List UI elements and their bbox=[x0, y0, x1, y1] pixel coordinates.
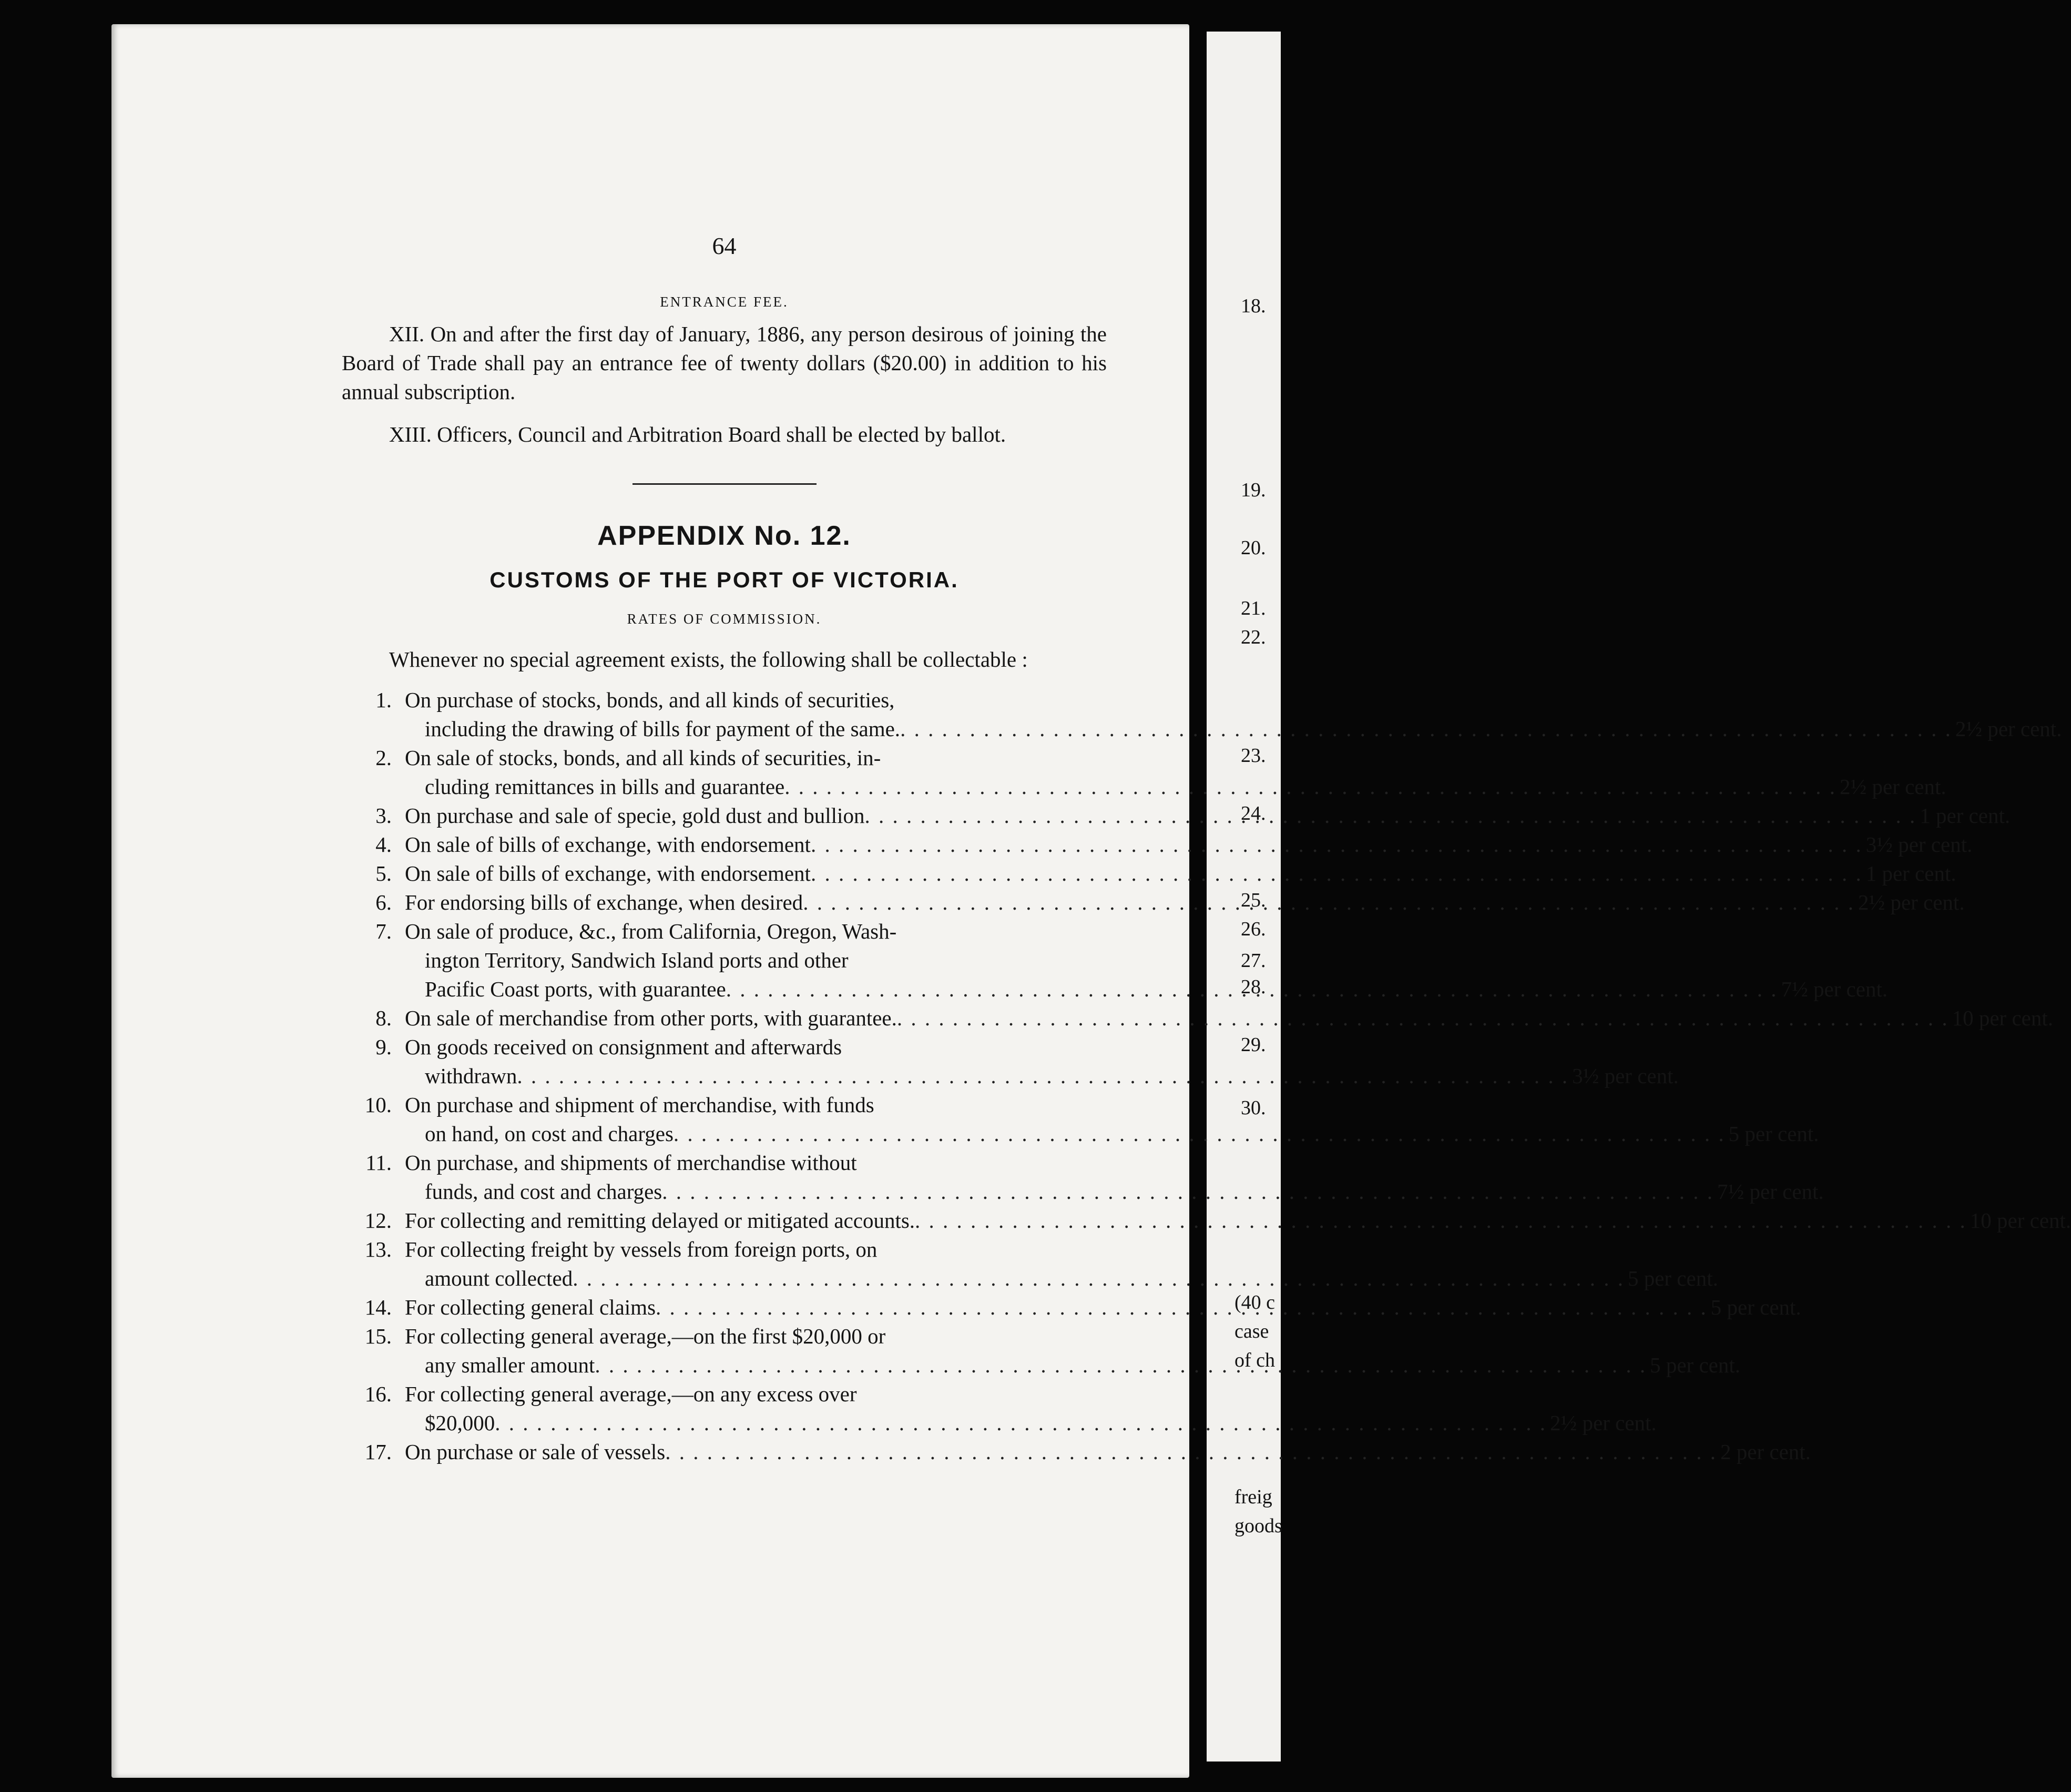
item-description: any smaller amount bbox=[425, 1353, 595, 1377]
item-rate: 2½ per cent. bbox=[1955, 717, 2062, 741]
dot-leader bbox=[897, 1004, 1949, 1033]
item-number: 4. bbox=[375, 832, 392, 857]
facing-page-fragment: (40 c bbox=[1235, 1291, 1276, 1314]
commission-item bbox=[342, 1148, 1824, 1206]
dot-leader bbox=[656, 1293, 1708, 1322]
facing-page-margin bbox=[1235, 0, 1282, 1792]
dot-leader bbox=[784, 772, 1837, 801]
paragraph-xii: XII. On and after the first day of January, 1886, any person desirous of joining the Board of Trade shall pay an entrance fee of twenty dollars ($20.00) in addition to his annual subscription. bbox=[342, 322, 1107, 404]
facing-page-number: 28. bbox=[1241, 976, 1266, 998]
item-description: funds, and cost and charges bbox=[425, 1179, 662, 1204]
facing-page-number: 25. bbox=[1241, 889, 1266, 911]
facing-page-fragment: freig bbox=[1235, 1486, 1272, 1508]
item-text-line: On sale of stocks, bonds, and all kinds of securities, in- bbox=[405, 746, 881, 770]
item-rate: 5 per cent. bbox=[1728, 1122, 1819, 1146]
item-description: For collecting and remitting delayed or mitigated accounts. bbox=[405, 1208, 915, 1233]
commission-item bbox=[342, 1235, 1718, 1293]
dot-leader bbox=[517, 1062, 1569, 1091]
commission-item bbox=[342, 1380, 1657, 1438]
item-description: withdrawn bbox=[425, 1064, 517, 1088]
item-number: 14. bbox=[364, 1295, 392, 1319]
item-rate: 5 per cent. bbox=[1710, 1295, 1801, 1319]
facing-page-number: 21. bbox=[1241, 597, 1266, 619]
item-description: $20,000 bbox=[425, 1411, 495, 1435]
item-rate: 2½ per cent. bbox=[1858, 890, 1965, 914]
facing-page-number: 27. bbox=[1241, 950, 1266, 972]
dot-leader bbox=[803, 888, 1855, 917]
facing-page-number: 20. bbox=[1241, 537, 1266, 559]
item-number: 8. bbox=[375, 1006, 392, 1030]
item-number: 3. bbox=[375, 803, 392, 828]
item-rate: 2½ per cent. bbox=[1840, 775, 1946, 799]
item-rate: 3½ per cent. bbox=[1865, 832, 1973, 857]
item-description: including the drawing of bills for payment of the same. bbox=[425, 717, 901, 741]
dot-leader bbox=[595, 1351, 1647, 1380]
facing-page-fragment: case bbox=[1235, 1320, 1269, 1342]
item-rate: 1 per cent. bbox=[1920, 803, 2011, 828]
facing-page-number: 23. bbox=[1241, 745, 1266, 767]
facing-page-number: 30. bbox=[1241, 1097, 1266, 1119]
dot-leader bbox=[573, 1264, 1625, 1293]
facing-page-number: 22. bbox=[1241, 626, 1266, 648]
commission-item bbox=[342, 830, 1973, 859]
item-number: 10. bbox=[364, 1093, 392, 1117]
item-number: 11. bbox=[365, 1150, 392, 1175]
item-text-line: On purchase of stocks, bonds, and all kinds of securities, bbox=[405, 688, 895, 712]
item-text-line: For collecting freight by vessels from foreign ports, on bbox=[405, 1237, 878, 1261]
item-number: 15. bbox=[364, 1324, 392, 1348]
item-rate: 2½ per cent. bbox=[1550, 1411, 1657, 1435]
item-description: On purchase or sale of vessels bbox=[405, 1440, 666, 1464]
item-rate: 1 per cent. bbox=[1865, 861, 1956, 885]
item-number: 6. bbox=[375, 890, 392, 914]
item-rate: 7½ per cent. bbox=[1717, 1179, 1824, 1204]
item-description: On purchase and sale of specie, gold dust and bullion bbox=[405, 803, 865, 828]
intro-paragraph: Whenever no special agreement exists, the following shall be collectable : bbox=[389, 647, 1028, 671]
facing-page-number: 18. bbox=[1241, 295, 1266, 317]
item-rate: 2 per cent. bbox=[1720, 1440, 1811, 1464]
facing-page-fragment: goods bbox=[1235, 1515, 1282, 1537]
dot-leader bbox=[915, 1206, 1967, 1235]
item-text-line: ington Territory, Sandwich Island ports and other bbox=[425, 948, 849, 972]
item-rate: 7½ per cent. bbox=[1781, 977, 1888, 1001]
dot-leader bbox=[495, 1409, 1547, 1438]
item-number: 12. bbox=[364, 1208, 392, 1233]
item-rate: 3½ per cent. bbox=[1572, 1064, 1679, 1088]
item-text-line: On sale of produce, &c., from California, Oregon, Wash- bbox=[405, 919, 897, 943]
item-number: 17. bbox=[364, 1440, 392, 1464]
facing-page-fragment: of ch bbox=[1235, 1349, 1276, 1371]
entrance-fee-heading: ENTRANCE FEE. bbox=[660, 294, 789, 310]
item-description: On sale of merchandise from other ports, with guarantee. bbox=[405, 1006, 897, 1030]
commission-item bbox=[342, 1004, 2053, 1033]
item-rate: 10 per cent. bbox=[1952, 1006, 2053, 1030]
item-description: For endorsing bills of exchange, when desired bbox=[405, 890, 803, 914]
dot-leader bbox=[900, 715, 1952, 744]
item-rate: 5 per cent. bbox=[1650, 1353, 1740, 1377]
appendix-title: APPENDIX No. 12. bbox=[597, 521, 851, 551]
facing-page-number: 29. bbox=[1241, 1034, 1266, 1056]
dot-leader bbox=[811, 830, 1863, 859]
item-number: 16. bbox=[364, 1382, 392, 1406]
commission-item bbox=[342, 686, 2062, 744]
item-text-line: On purchase, and shipments of merchandise without bbox=[405, 1150, 857, 1175]
item-description: on hand, on cost and charges bbox=[425, 1122, 674, 1146]
commission-item bbox=[342, 1438, 1811, 1467]
item-description: For collecting general claims bbox=[405, 1295, 656, 1319]
item-description: amount collected bbox=[425, 1266, 573, 1290]
item-text-line: On purchase and shipment of merchandise, with funds bbox=[405, 1093, 874, 1117]
page-number: 64 bbox=[712, 232, 737, 259]
dot-leader bbox=[662, 1177, 1714, 1206]
item-text-line: For collecting general average,—on the first $20,000 or bbox=[405, 1324, 886, 1348]
paragraph-xiii: XIII. Officers, Council and Arbitration Board shall be elected by ballot. bbox=[389, 422, 1006, 446]
item-number: 7. bbox=[375, 919, 392, 943]
item-number: 13. bbox=[364, 1237, 392, 1261]
item-number: 9. bbox=[375, 1035, 392, 1059]
facing-page-number: 24. bbox=[1241, 802, 1266, 824]
item-text-line: On goods received on consignment and afterwards bbox=[405, 1035, 842, 1059]
commission-item bbox=[342, 1206, 2071, 1235]
item-rate: 5 per cent. bbox=[1627, 1266, 1718, 1290]
commission-item bbox=[342, 859, 1956, 888]
rates-heading: RATES OF COMMISSION. bbox=[627, 611, 822, 627]
item-rate: 10 per cent. bbox=[1970, 1208, 2071, 1233]
facing-page-number: 19. bbox=[1241, 479, 1266, 501]
item-number: 2. bbox=[375, 746, 392, 770]
item-text-line: For collecting general average,—on any excess over bbox=[405, 1382, 857, 1406]
item-number: 1. bbox=[375, 688, 392, 712]
dot-leader bbox=[665, 1438, 1717, 1467]
section-divider bbox=[632, 483, 817, 485]
dot-leader bbox=[811, 859, 1863, 888]
dot-leader bbox=[674, 1119, 1726, 1148]
item-description: On sale of bills of exchange, with endorsement bbox=[405, 861, 811, 885]
customs-title: CUSTOMS OF THE PORT OF VICTORIA. bbox=[489, 567, 959, 592]
item-description: On sale of bills of exchange, with endorsement bbox=[405, 832, 811, 857]
item-description: cluding remittances in bills and guarantee bbox=[425, 775, 785, 799]
dot-leader bbox=[864, 801, 1916, 830]
item-description: Pacific Coast ports, with guarantee bbox=[425, 977, 726, 1001]
item-number: 5. bbox=[375, 861, 392, 885]
facing-page-number: 26. bbox=[1241, 918, 1266, 940]
